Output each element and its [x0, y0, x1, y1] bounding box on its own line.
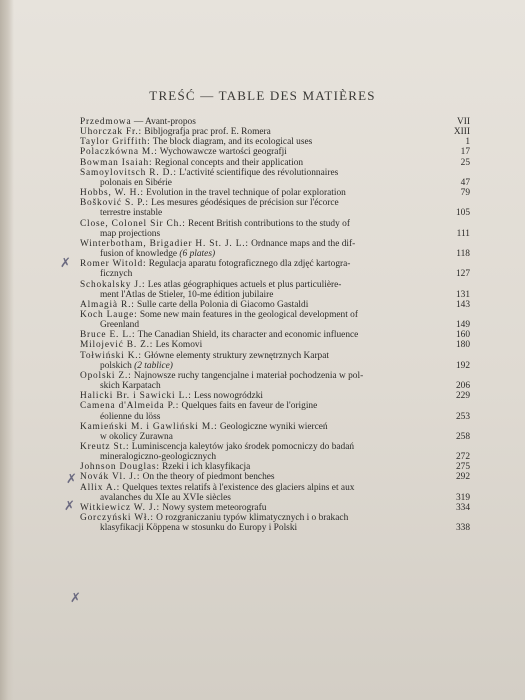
- toc-page-number: 79: [460, 188, 470, 199]
- toc-title: Less nowogródzki: [191, 391, 263, 402]
- toc-entry: [80, 127, 470, 137]
- toc-entry-line: [80, 310, 448, 320]
- toc-entry-line: [80, 280, 448, 290]
- toc-title: Quelques textes relatifs à l'existence des glaciers alpins et aux: [120, 482, 355, 493]
- toc-author: Schokalsky J.:: [80, 279, 146, 290]
- toc-title-continuation: avalanches du XIe au XVIe siècles: [100, 492, 231, 503]
- toc-entry-line: [80, 483, 448, 493]
- toc-title: Ordnance maps and the dif-: [248, 238, 356, 249]
- toc-page-number: 118: [456, 249, 470, 260]
- toc-title-continuation: mineralogiczno-geologicznych: [100, 452, 217, 463]
- toc-page-number: 229: [455, 391, 470, 402]
- toc-page-number: 206: [455, 381, 470, 392]
- toc-title: Regional concepts and their application: [152, 157, 304, 168]
- toc-page-number: 272: [455, 452, 470, 463]
- toc-entry: [80, 158, 470, 168]
- toc-entry-line: [80, 147, 448, 157]
- toc-page-number: 47: [460, 177, 470, 188]
- toc-entry: [80, 371, 470, 391]
- toc-author: Bošković S. P.:: [80, 198, 149, 209]
- toc-entry: [80, 117, 470, 127]
- toc-title: Najnowsze ruchy tangencjalne i materiał pochodzenia w pol-: [131, 370, 364, 381]
- toc-title: Some new main features in the geological development of: [137, 309, 358, 320]
- toc-author: Halicki Br. i Sawicki L.:: [80, 391, 192, 402]
- toc-title: Les atlas géographiques actuels et plus particulière-: [145, 279, 342, 290]
- toc-title: Les mesures géodésiques de précision sur l'écorce: [148, 198, 339, 209]
- toc-entry: [80, 259, 470, 279]
- toc-title: L'activité scientifique des révolutionnaires: [176, 167, 339, 178]
- toc-author: Kamieński M. i Gawliński M.:: [80, 421, 218, 432]
- toc-entry-line: [80, 300, 448, 310]
- toc-title-continuation: éolienne du löss: [100, 411, 161, 422]
- toc-page-number: 338: [455, 523, 470, 534]
- toc-title: Wychowawcze wartości geografji: [157, 147, 287, 158]
- toc-author: Close, Colonel Sir Ch.:: [80, 218, 186, 229]
- toc-note: (2 tablice): [131, 360, 173, 371]
- toc-page-number: 292: [455, 472, 470, 483]
- toc-entry: [80, 330, 470, 340]
- toc-page-number: 17: [460, 147, 470, 158]
- toc-entry-continuation: [80, 412, 448, 422]
- toc-author: Opolski Z.:: [80, 370, 132, 381]
- toc-author: Milojević B. Ž.:: [80, 340, 154, 351]
- toc-title-continuation: map projections: [100, 228, 161, 239]
- toc-entry-line: [80, 188, 448, 198]
- toc-entry: [80, 198, 470, 218]
- toc-entry: [80, 300, 470, 310]
- toc-entry: [80, 137, 470, 147]
- toc-page-number: 192: [455, 360, 470, 371]
- toc-author: Johnson Douglas:: [80, 462, 160, 473]
- toc-entry-line: [80, 137, 448, 147]
- toc-author: Camena d'Almeida P.:: [80, 401, 180, 412]
- toc-author: Samoylovitsch R. D.:: [80, 167, 177, 178]
- toc-author: Uhorczak Fr.:: [80, 127, 142, 138]
- toc-author: Tołwiński K.:: [80, 350, 142, 361]
- toc-entry-line: [80, 219, 448, 229]
- toc-page-number: 258: [455, 431, 470, 442]
- toc-entry-continuation: [80, 432, 448, 442]
- toc-entry-continuation: [80, 452, 448, 462]
- toc-page-number: 127: [455, 269, 470, 280]
- toc-title-continuation: ficznych: [100, 269, 133, 280]
- toc-title: Les Komovi: [153, 340, 203, 351]
- page-title: TREŚĆ — TABLE DES MATIÈRES: [149, 88, 376, 103]
- toc-entry: [80, 472, 470, 482]
- toc-entry-continuation: [80, 361, 448, 371]
- toc-title: The block diagram, and its ecological uses: [150, 137, 313, 148]
- toc-title: — Avant-propos: [131, 117, 196, 127]
- toc-author: Gorczyński Wł.:: [80, 513, 154, 524]
- toc-entry-line: [80, 422, 448, 432]
- page-gutter-shadow: [0, 0, 14, 700]
- toc-entry: [80, 280, 470, 300]
- toc-author: Winterbotham, Brigadier H. St. J. L.:: [80, 238, 249, 249]
- toc-entry-line: [80, 168, 448, 178]
- toc-entry-line: [80, 401, 448, 411]
- toc-title-continuation: terrestre instable: [100, 208, 163, 219]
- toc-page-number: 1: [465, 137, 470, 148]
- toc-entry: [80, 503, 470, 513]
- toc-title: Quelques faits en faveur de l'origine: [179, 401, 318, 412]
- toc-entry: [80, 310, 470, 330]
- toc-entry-line: [80, 503, 448, 513]
- toc-title: Evolution in the travel technique of polar exploration: [143, 188, 346, 199]
- toc-page-number: VII: [456, 117, 470, 127]
- toc-entry-continuation: [80, 249, 448, 259]
- toc-page-number: XIII: [453, 127, 470, 138]
- toc-title: Sulle carte della Polonia di Giacomo Gastaldi: [134, 299, 309, 310]
- toc-entry-continuation: [80, 269, 448, 279]
- toc-page-number: 105: [455, 208, 470, 219]
- toc-author: Przedmowa: [80, 117, 132, 127]
- toc-title: Recent British contributions to the study of: [185, 218, 350, 229]
- toc-title-continuation: skich Karpatach: [100, 381, 161, 392]
- toc-author: Almagià R.:: [80, 299, 135, 310]
- toc-author: Koch Lauge:: [80, 309, 138, 320]
- toc-title: Nowy system meteorografu: [159, 502, 267, 513]
- toc-page-number: 111: [456, 228, 470, 239]
- toc-author: Witkiewicz W. J.:: [80, 502, 160, 513]
- toc-entry-line: [80, 351, 448, 361]
- toc-author: Bruce E. L.:: [80, 330, 136, 341]
- toc-entry-line: [80, 472, 448, 482]
- toc-author: Novák Vl. J.:: [80, 472, 141, 483]
- toc-entry: [80, 147, 470, 157]
- toc-entry-line: [80, 259, 448, 269]
- pencil-cross-mark: ✗: [70, 591, 81, 606]
- toc-entry-line: [80, 330, 448, 340]
- toc-entry: [80, 239, 470, 259]
- toc-title: The Canadian Shield, its character and economic influence: [135, 330, 359, 341]
- toc-entry: [80, 483, 470, 503]
- toc-entry: [80, 340, 470, 350]
- toc-title: Geologiczne wyniki wierceń: [217, 421, 328, 432]
- toc-title: Regulacja aparatu fotograficznego dla zdjęć kartogra-: [146, 259, 351, 270]
- toc-entry: [80, 442, 470, 462]
- toc-author: Romer Witold:: [80, 259, 147, 270]
- toc-page-number: 253: [455, 411, 470, 422]
- toc-entry-continuation: [80, 290, 448, 300]
- toc-page-number: 275: [455, 462, 470, 473]
- toc-page-number: 180: [455, 340, 470, 351]
- toc-entry-continuation: [80, 523, 448, 533]
- toc-title-continuation: fusion of knowledge: [100, 249, 178, 260]
- toc-page-number: 319: [455, 492, 470, 503]
- toc-title-continuation: Greenland: [100, 320, 140, 331]
- toc-entry: [80, 391, 470, 401]
- toc-entry-continuation: [80, 208, 448, 218]
- toc-author: Polaczkówna M.:: [80, 147, 158, 158]
- toc-author: Allix A.:: [80, 482, 121, 493]
- toc-title-continuation: ment l'Atlas de Stieler, 10-me édition jubilaire: [100, 289, 274, 300]
- toc-entry: [80, 513, 470, 533]
- pencil-cross-mark: ✗: [60, 256, 71, 271]
- toc-entry: [80, 188, 470, 198]
- pencil-cross-mark: ✗: [64, 499, 75, 514]
- toc-entry-continuation: [80, 229, 448, 239]
- toc-entry-line: [80, 340, 448, 350]
- toc-entry-continuation: [80, 381, 448, 391]
- toc-page-number: 131: [455, 289, 470, 300]
- toc-page-number: 160: [455, 330, 470, 341]
- toc-page-number: 334: [455, 502, 470, 513]
- toc-entry-continuation: [80, 493, 448, 503]
- toc-entry: [80, 351, 470, 371]
- toc-entry: [80, 168, 470, 188]
- toc-title: O rozgraniczaniu typów klimatycznych i o brakach: [153, 513, 349, 524]
- toc-entry-line: [80, 513, 448, 523]
- toc-author: Kreutz St.:: [80, 442, 130, 452]
- toc-entry: [80, 462, 470, 472]
- toc-entry-line: [80, 158, 448, 168]
- toc-entry-line: [80, 198, 448, 208]
- toc-page-number: 149: [455, 320, 470, 331]
- toc-entry-line: [80, 462, 448, 472]
- toc-entry: [80, 422, 470, 442]
- toc-entry: [80, 219, 470, 239]
- toc-author: Taylor Griffith:: [80, 137, 151, 148]
- toc-entry-line: [80, 371, 448, 381]
- toc-entry: [80, 401, 470, 421]
- toc-entry-continuation: [80, 178, 448, 188]
- toc-title: Bibljografja prac prof. E. Romera: [141, 127, 271, 138]
- toc-page-number: 25: [460, 157, 470, 168]
- toc-title: Luminiscencja kaleytów jako środek pomocniczy do badań: [129, 442, 355, 452]
- toc-entry-line: [80, 117, 448, 127]
- toc-entry-line: [80, 391, 448, 401]
- toc-entry-line: [80, 127, 448, 137]
- toc-entry-line: [80, 239, 448, 249]
- toc-title: Główne elementy struktury zewnętrznych Karpat: [141, 350, 330, 361]
- toc-title-continuation: polskich: [100, 360, 132, 371]
- toc-note: (6 plates): [177, 249, 216, 260]
- toc-page-number: 143: [455, 299, 470, 310]
- toc-title: Rzeki i ich klasyfikacja: [159, 462, 251, 473]
- toc-entry-continuation: [80, 320, 448, 330]
- toc-title-continuation: w okolicy Żurawna: [100, 431, 173, 442]
- toc-title: On the theory of piedmont benches: [140, 472, 275, 483]
- table-of-contents: [80, 117, 470, 533]
- toc-entry-line: [80, 442, 448, 452]
- toc-author: Bowman Isaiah:: [80, 157, 153, 168]
- pencil-cross-mark: ✗: [66, 472, 77, 487]
- toc-author: Hobbs, W. H.:: [80, 188, 144, 199]
- toc-title-continuation: polonais en Sibérie: [100, 177, 172, 188]
- toc-title-continuation: klasyfikacji Köppena w stosunku do Europy i Polski: [100, 523, 298, 534]
